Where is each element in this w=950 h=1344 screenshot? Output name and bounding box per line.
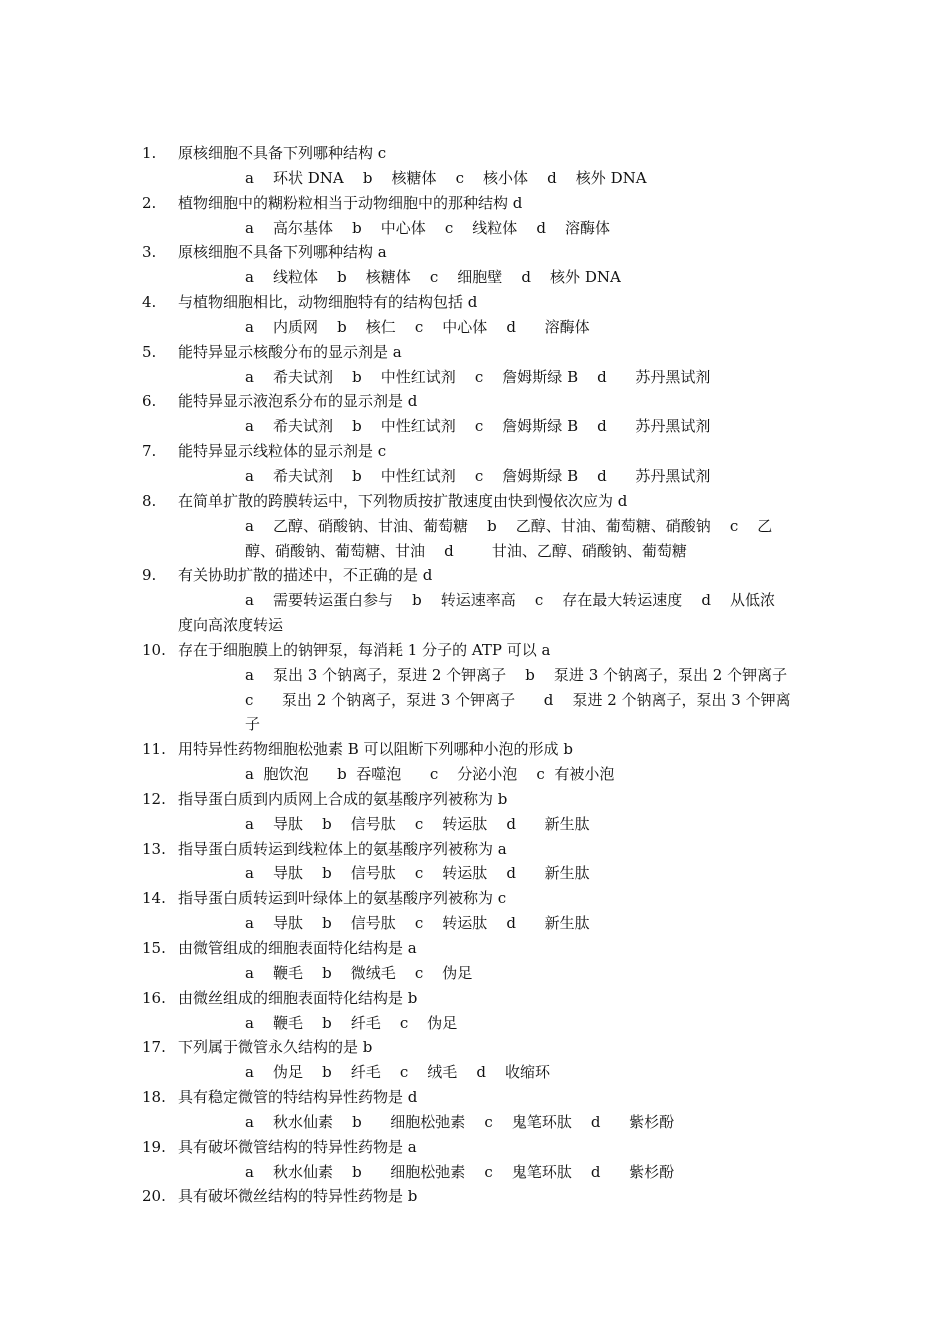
question-text: 具有破坏微管结构的特异性药物是 a <box>178 1137 417 1156</box>
question-text: 与植物细胞相比，动物细胞特有的结构包括 d <box>178 293 478 312</box>
answer-options <box>245 762 810 787</box>
question-number: 14. <box>142 889 166 908</box>
question-text: 指导蛋白质转运到叶绿体上的氨基酸序列被称为 c <box>178 889 507 908</box>
question-number: 1. <box>142 144 157 162</box>
question-line <box>142 1085 810 1110</box>
question-text: 有关协助扩散的描述中，不正确的是 d <box>178 566 433 585</box>
answer-options-continuation: 度向高浓度转运 <box>178 616 284 635</box>
answer-options <box>245 961 810 986</box>
answer-options <box>245 588 810 613</box>
question-line <box>142 340 810 365</box>
question-line <box>142 638 810 663</box>
question-item <box>142 240 810 290</box>
question-number: 18. <box>142 1088 166 1107</box>
answer-options <box>245 365 810 390</box>
question-item <box>142 1184 810 1209</box>
question-line <box>142 986 810 1011</box>
answer-options-line: a 乙醇、硝酸钠、甘油、葡萄糖 b 乙醇、甘油、葡萄糖、硝酸钠 c 乙 <box>245 516 773 535</box>
answer-options <box>245 861 810 886</box>
question-text: 由微丝组成的细胞表面特化结构是 b <box>178 988 418 1007</box>
question-number: 20. <box>142 1187 166 1206</box>
question-text: 在简单扩散的跨膜转运中，下列物质按扩散速度由快到慢依次应为 d <box>178 491 628 510</box>
question-text: 原核细胞不具备下列哪种结构 a <box>178 243 387 262</box>
question-number: 7. <box>142 442 157 461</box>
question-number: 16. <box>142 988 166 1007</box>
question-text: 指导蛋白质到内质网上合成的氨基酸序列被称为 b <box>178 789 508 808</box>
answer-options <box>245 1011 810 1036</box>
question-item <box>142 141 810 191</box>
question-line <box>142 787 810 812</box>
answer-options <box>245 1160 810 1185</box>
question-item <box>142 936 810 986</box>
question-number: 4. <box>142 293 157 312</box>
answer-options-line: a 导肽 b 信号肽 c 转运肽 d 新生肽 <box>245 864 590 883</box>
question-item <box>142 837 810 887</box>
question-item <box>142 439 810 489</box>
answer-options-line: 子 <box>245 715 261 734</box>
question-line <box>142 1135 810 1160</box>
answer-options-line: a 秋水仙素 b 细胞松弛素 c 鬼笔环肽 d 紫杉酚 <box>245 1162 675 1181</box>
question-number: 9. <box>142 566 157 585</box>
question-number: 3. <box>142 243 157 262</box>
question-line <box>142 290 810 315</box>
question-line <box>142 1035 810 1060</box>
answer-options-line: a 内质网 b 核仁 c 中心体 d 溶酶体 <box>245 317 590 336</box>
question-line <box>142 240 810 265</box>
question-item <box>142 638 810 737</box>
question-text: 能特异显示核酸分布的显示剂是 a <box>178 342 402 361</box>
answer-options-line: a 伪足 b 纤毛 c 绒毛 d 收缩环 <box>245 1063 551 1082</box>
answer-options <box>245 414 810 439</box>
question-text: 能特异显示液泡系分布的显示剂是 d <box>178 392 418 411</box>
question-item <box>142 290 810 340</box>
question-item <box>142 986 810 1036</box>
question-text: 指导蛋白质转运到线粒体上的氨基酸序列被称为 a <box>178 839 507 858</box>
question-text: 下列属于微管永久结构的是 b <box>178 1038 373 1057</box>
question-item <box>142 1035 810 1085</box>
question-line <box>142 191 810 216</box>
question-line <box>142 439 810 464</box>
answer-options <box>245 812 810 837</box>
question-line <box>142 489 810 514</box>
question-number: 5. <box>142 342 157 361</box>
answer-options-line: a 希夫试剂 b 中性红试剂 c 詹姆斯绿 B d 苏丹黑试剂 <box>245 466 711 485</box>
answer-options-line: a 导肽 b 信号肽 c 转运肽 d 新生肽 <box>245 914 590 933</box>
answer-options <box>245 911 810 936</box>
answer-options-line: a 泵出 3 个钠离子，泵进 2 个钾离子 b 泵进 3 个钠离子，泵出 2 个钾离子 <box>245 665 788 684</box>
answer-options-line: a 秋水仙素 b 细胞松弛素 c 鬼笔环肽 d 紫杉酚 <box>245 1112 675 1131</box>
answer-options-line: 醇、硝酸钠、葡萄糖、甘油 d 甘油、乙醇、硝酸钠、葡萄糖 <box>245 541 687 560</box>
question-number: 17. <box>142 1038 166 1057</box>
question-line <box>142 737 810 762</box>
answer-options-line: c 泵出 2 个钠离子，泵进 3 个钾离子 d 泵进 2 个钠离子，泵出 3 个钾离 <box>245 690 791 709</box>
question-number: 8. <box>142 491 157 510</box>
question-line <box>142 1184 810 1209</box>
answer-options-line: a 需要转运蛋白参与 b 转运速率高 c 存在最大转运速度 d 从低浓 <box>245 591 776 610</box>
question-number: 13. <box>142 839 166 858</box>
question-line <box>142 936 810 961</box>
question-line <box>142 837 810 862</box>
answer-options <box>245 663 810 738</box>
question-text: 原核细胞不具备下列哪种结构 c <box>178 144 387 162</box>
question-list <box>142 141 810 1209</box>
answer-options <box>245 315 810 340</box>
question-item <box>142 787 810 837</box>
question-item <box>142 340 810 390</box>
question-number: 10. <box>142 640 166 659</box>
answer-options <box>245 265 810 290</box>
answer-options-line: a 希夫试剂 b 中性红试剂 c 詹姆斯绿 B d 苏丹黑试剂 <box>245 367 711 386</box>
answer-options-line: a 鞭毛 b 微绒毛 c 伪足 <box>245 963 473 982</box>
question-text: 由微管组成的细胞表面特化结构是 a <box>178 939 417 957</box>
question-text: 植物细胞中的糊粉粒相当于动物细胞中的那种结构 d <box>178 193 523 212</box>
answer-options-line: a 胞饮泡 b 吞噬泡 c 分泌小泡 c 有被小泡 <box>245 765 615 784</box>
question-line <box>142 389 810 414</box>
question-text: 存在于细胞膜上的钠钾泵，每消耗 1 分子的 ATP 可以 a <box>178 640 551 659</box>
answer-options-line: a 鞭毛 b 纤毛 c 伪足 <box>245 1013 458 1032</box>
question-item <box>142 191 810 241</box>
question-item <box>142 886 810 936</box>
question-item <box>142 1085 810 1135</box>
answer-options <box>245 166 810 191</box>
question-item <box>142 489 810 564</box>
answer-options-line: a 环状 DNA b 核糖体 c 核小体 d 核外 DNA <box>245 168 647 187</box>
question-item <box>142 389 810 439</box>
question-text: 具有稳定微管的特结构异性药物是 d <box>178 1088 418 1107</box>
answer-options-line: a 希夫试剂 b 中性红试剂 c 詹姆斯绿 B d 苏丹黑试剂 <box>245 417 711 436</box>
answer-options <box>245 1110 810 1135</box>
question-item <box>142 1135 810 1185</box>
answer-options <box>245 514 810 564</box>
question-text: 用特异性药物细胞松弛素 B 可以阻断下列哪种小泡的形成 b <box>178 740 573 759</box>
question-line <box>142 141 810 166</box>
question-number: 19. <box>142 1137 166 1156</box>
answer-options <box>245 216 810 241</box>
question-text: 具有破坏微丝结构的特异性药物是 b <box>178 1187 418 1206</box>
answer-options-line: a 高尔基体 b 中心体 c 线粒体 d 溶酶体 <box>245 218 611 237</box>
answer-options-line: a 线粒体 b 核糖体 c 细胞壁 d 核外 DNA <box>245 268 621 287</box>
answer-options <box>245 464 810 489</box>
question-text: 能特异显示线粒体的显示剂是 c <box>178 442 387 461</box>
question-item <box>142 563 810 638</box>
question-number: 11. <box>142 740 166 759</box>
question-item <box>142 737 810 787</box>
answer-options-line: a 导肽 b 信号肽 c 转运肽 d 新生肽 <box>245 814 590 833</box>
question-line <box>142 886 810 911</box>
answer-options <box>245 1060 810 1085</box>
question-number: 2. <box>142 193 157 212</box>
question-number: 6. <box>142 392 157 411</box>
question-line <box>142 563 810 588</box>
question-number: 12. <box>142 789 166 808</box>
question-number: 15. <box>142 939 166 957</box>
